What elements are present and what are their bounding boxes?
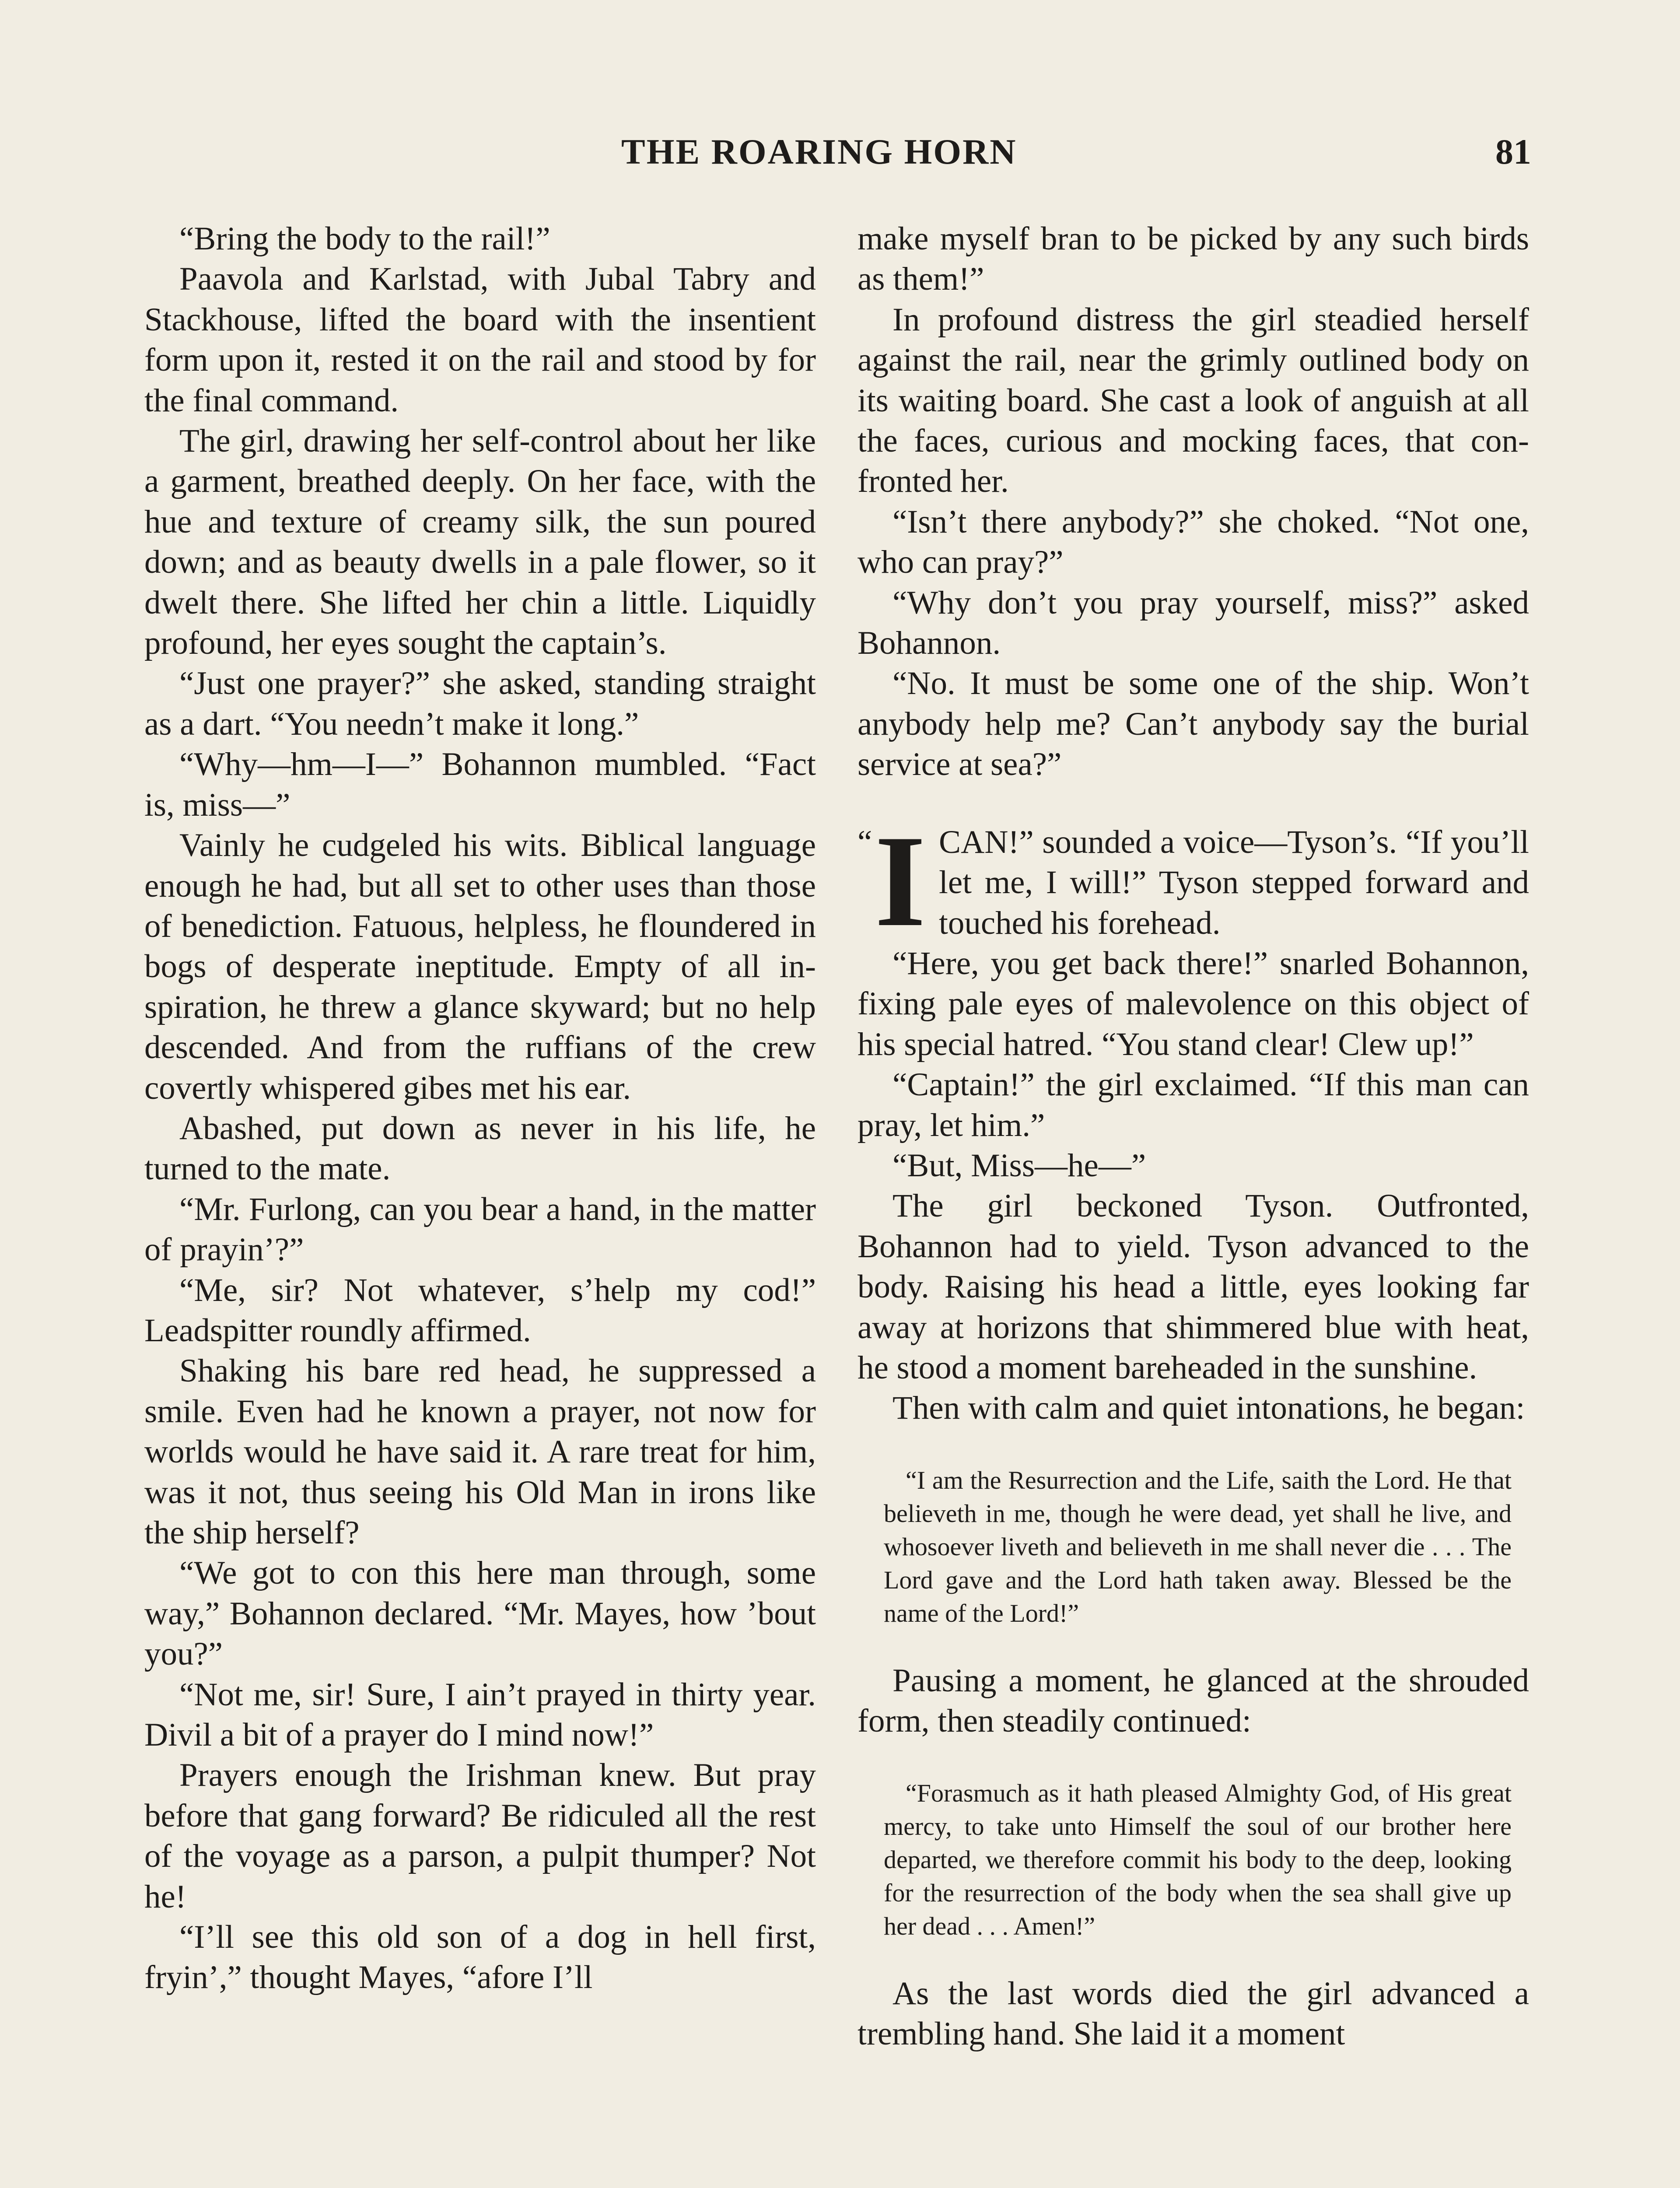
paragraph: “Why don’t you pray yourself, miss?” asked Bohannon. xyxy=(858,584,1529,662)
dropcap-text: CAN!” sounded a voice—Tyson’s. “If you’ll let me, I will!” Tyson stepped forward and touched his forehead. xyxy=(939,824,1529,941)
right-column xyxy=(858,219,1529,2188)
paragraph: The girl beckoned Tyson. Outfronted, Bohannon had to yield. Tyson advanced to the body. Raising his head a little, eyes looking far away at horizons that shimmered blue with heat, he stood a moment bareheaded in the sunshine. xyxy=(858,1188,1529,1386)
paragraph: Shaking his bare red head, he suppressed a smile. Even had he known a prayer, not now for worlds would he have said it. A rare treat for him, was it not, thus seeing his Old Man in irons like the ship herself? xyxy=(144,1353,816,1551)
paragraph: “I’ll see this old son of a dog in hell first, fryin’,” thought Mayes, “afore I’ll xyxy=(144,1919,816,1996)
paragraph: Vainly he cudgeled his wits. Biblical language enough he had, but all set to other uses than those of benediction. Fatuous, helpless, he floundered in bogs of desperate ineptitude. Empty of all inspiration, he threw a glance skyward; but no help descended. And from the ruffians of the crew covertly whispered gibes met his ear. xyxy=(144,827,816,1106)
paragraph: As the last words died the girl advanced a trembling hand. She laid it a moment xyxy=(858,1975,1529,2052)
paragraph: “Captain!” the girl exclaimed. “If this man can pray, let him.” xyxy=(858,1066,1529,1143)
paragraph: Then with calm and quiet intonations, he began: xyxy=(892,1390,1525,1427)
paragraph: “Isn’t there anybody?” she choked. “Not one, who can pray?” xyxy=(858,503,1529,581)
paragraph: “Me, sir? Not whatever, s’help my cod!” Leadspitter roundly affirmed. xyxy=(144,1272,816,1349)
burial-service-quote: “Forasmuch as it hath pleased Almighty God, of His great mercy, to take unto Himself the soul of our brother here departed, we therefore commit his body to the deep, looking for the resurrection of the body when the sea shall give up her dead . . . Amen!” xyxy=(884,1778,1512,1940)
paragraph: “Mr. Furlong, can you bear a hand, in the matter of prayin’?” xyxy=(144,1191,816,1268)
paragraph: “Not me, sir! Sure, I ain’t prayed in thirty year. Divil a bit of a prayer do I mind now!” xyxy=(144,1676,816,1753)
running-head: THE ROARING HORN xyxy=(621,132,1017,172)
paragraph: Paavola and Karlstad, with Jubal Tabry and Stackhouse, lifted the board with the insentient form upon it, rested it on the rail and stood by for the final command. xyxy=(144,261,816,419)
paragraph: make myself bran to be picked by any such birds as them!” xyxy=(858,221,1529,298)
paragraph: “We got to con this here man through, some way,” Bohannon declared. “Mr. Mayes, how ’bout you?” xyxy=(144,1555,816,1673)
paragraph: “Bring the body to the rail!” xyxy=(179,221,550,257)
paragraph: “Why—hm—I—” Bohannon mumbled. “Fact is, miss—” xyxy=(144,746,816,823)
paragraph: “But, Miss—he—” xyxy=(892,1147,1146,1184)
scripture-quote: “I am the Resurrection and the Life, saith the Lord. He that believeth in me, though he were dead, yet shall he live, and whosoever liveth and believeth in me shall never die . . . The Lord gave and the Lord hath taken away. Blessed be the name of the Lord!” xyxy=(884,1466,1512,1627)
paragraph: “No. It must be some one of the ship. Won’t anybody help me? Can’t anybody say the burial service at sea?” xyxy=(858,665,1529,783)
dropcap-open-quote: “ xyxy=(858,824,872,860)
page-number: 81 xyxy=(1495,132,1531,172)
paragraph: Abashed, put down as never in his life, he turned to the mate. xyxy=(144,1110,816,1187)
paragraph: “Here, you get back there!” snarled Bohannon, fixing pale eyes of malevolence on this object of his special hatred. “You stand clear! Clew up!” xyxy=(858,945,1529,1062)
paragraph: “Just one prayer?” she asked, standing straight as a dart. “You needn’t make it long.” xyxy=(144,665,816,742)
dropcap-letter: I xyxy=(875,808,926,954)
paragraph: The girl, drawing her self-control about her like a garment, breathed deeply. On her face, with the hue and texture of creamy silk, the sun poured down; and as beauty dwells in a pale flower, so it dwelt there. She lifted her chin a little. Liquidly profound, her eyes sought the captain’s. xyxy=(144,423,816,662)
paragraph: Prayers enough the Irishman knew. But pray before that gang forward? Be ridiculed all the rest of the voyage as a parson, a pulpit thumper? Not he! xyxy=(144,1757,816,1915)
left-column xyxy=(144,219,816,2188)
paragraph: Pausing a moment, he glanced at the shrouded form, then steadily continued: xyxy=(858,1662,1529,1739)
paragraph: In profound distress the girl steadied herself against the rail, near the grimly outlined body on its waiting board. She cast a look of anguish at all the faces, curious and mocking faces, that confronted her. xyxy=(858,301,1529,500)
dropcap-paragraph xyxy=(858,808,1529,954)
